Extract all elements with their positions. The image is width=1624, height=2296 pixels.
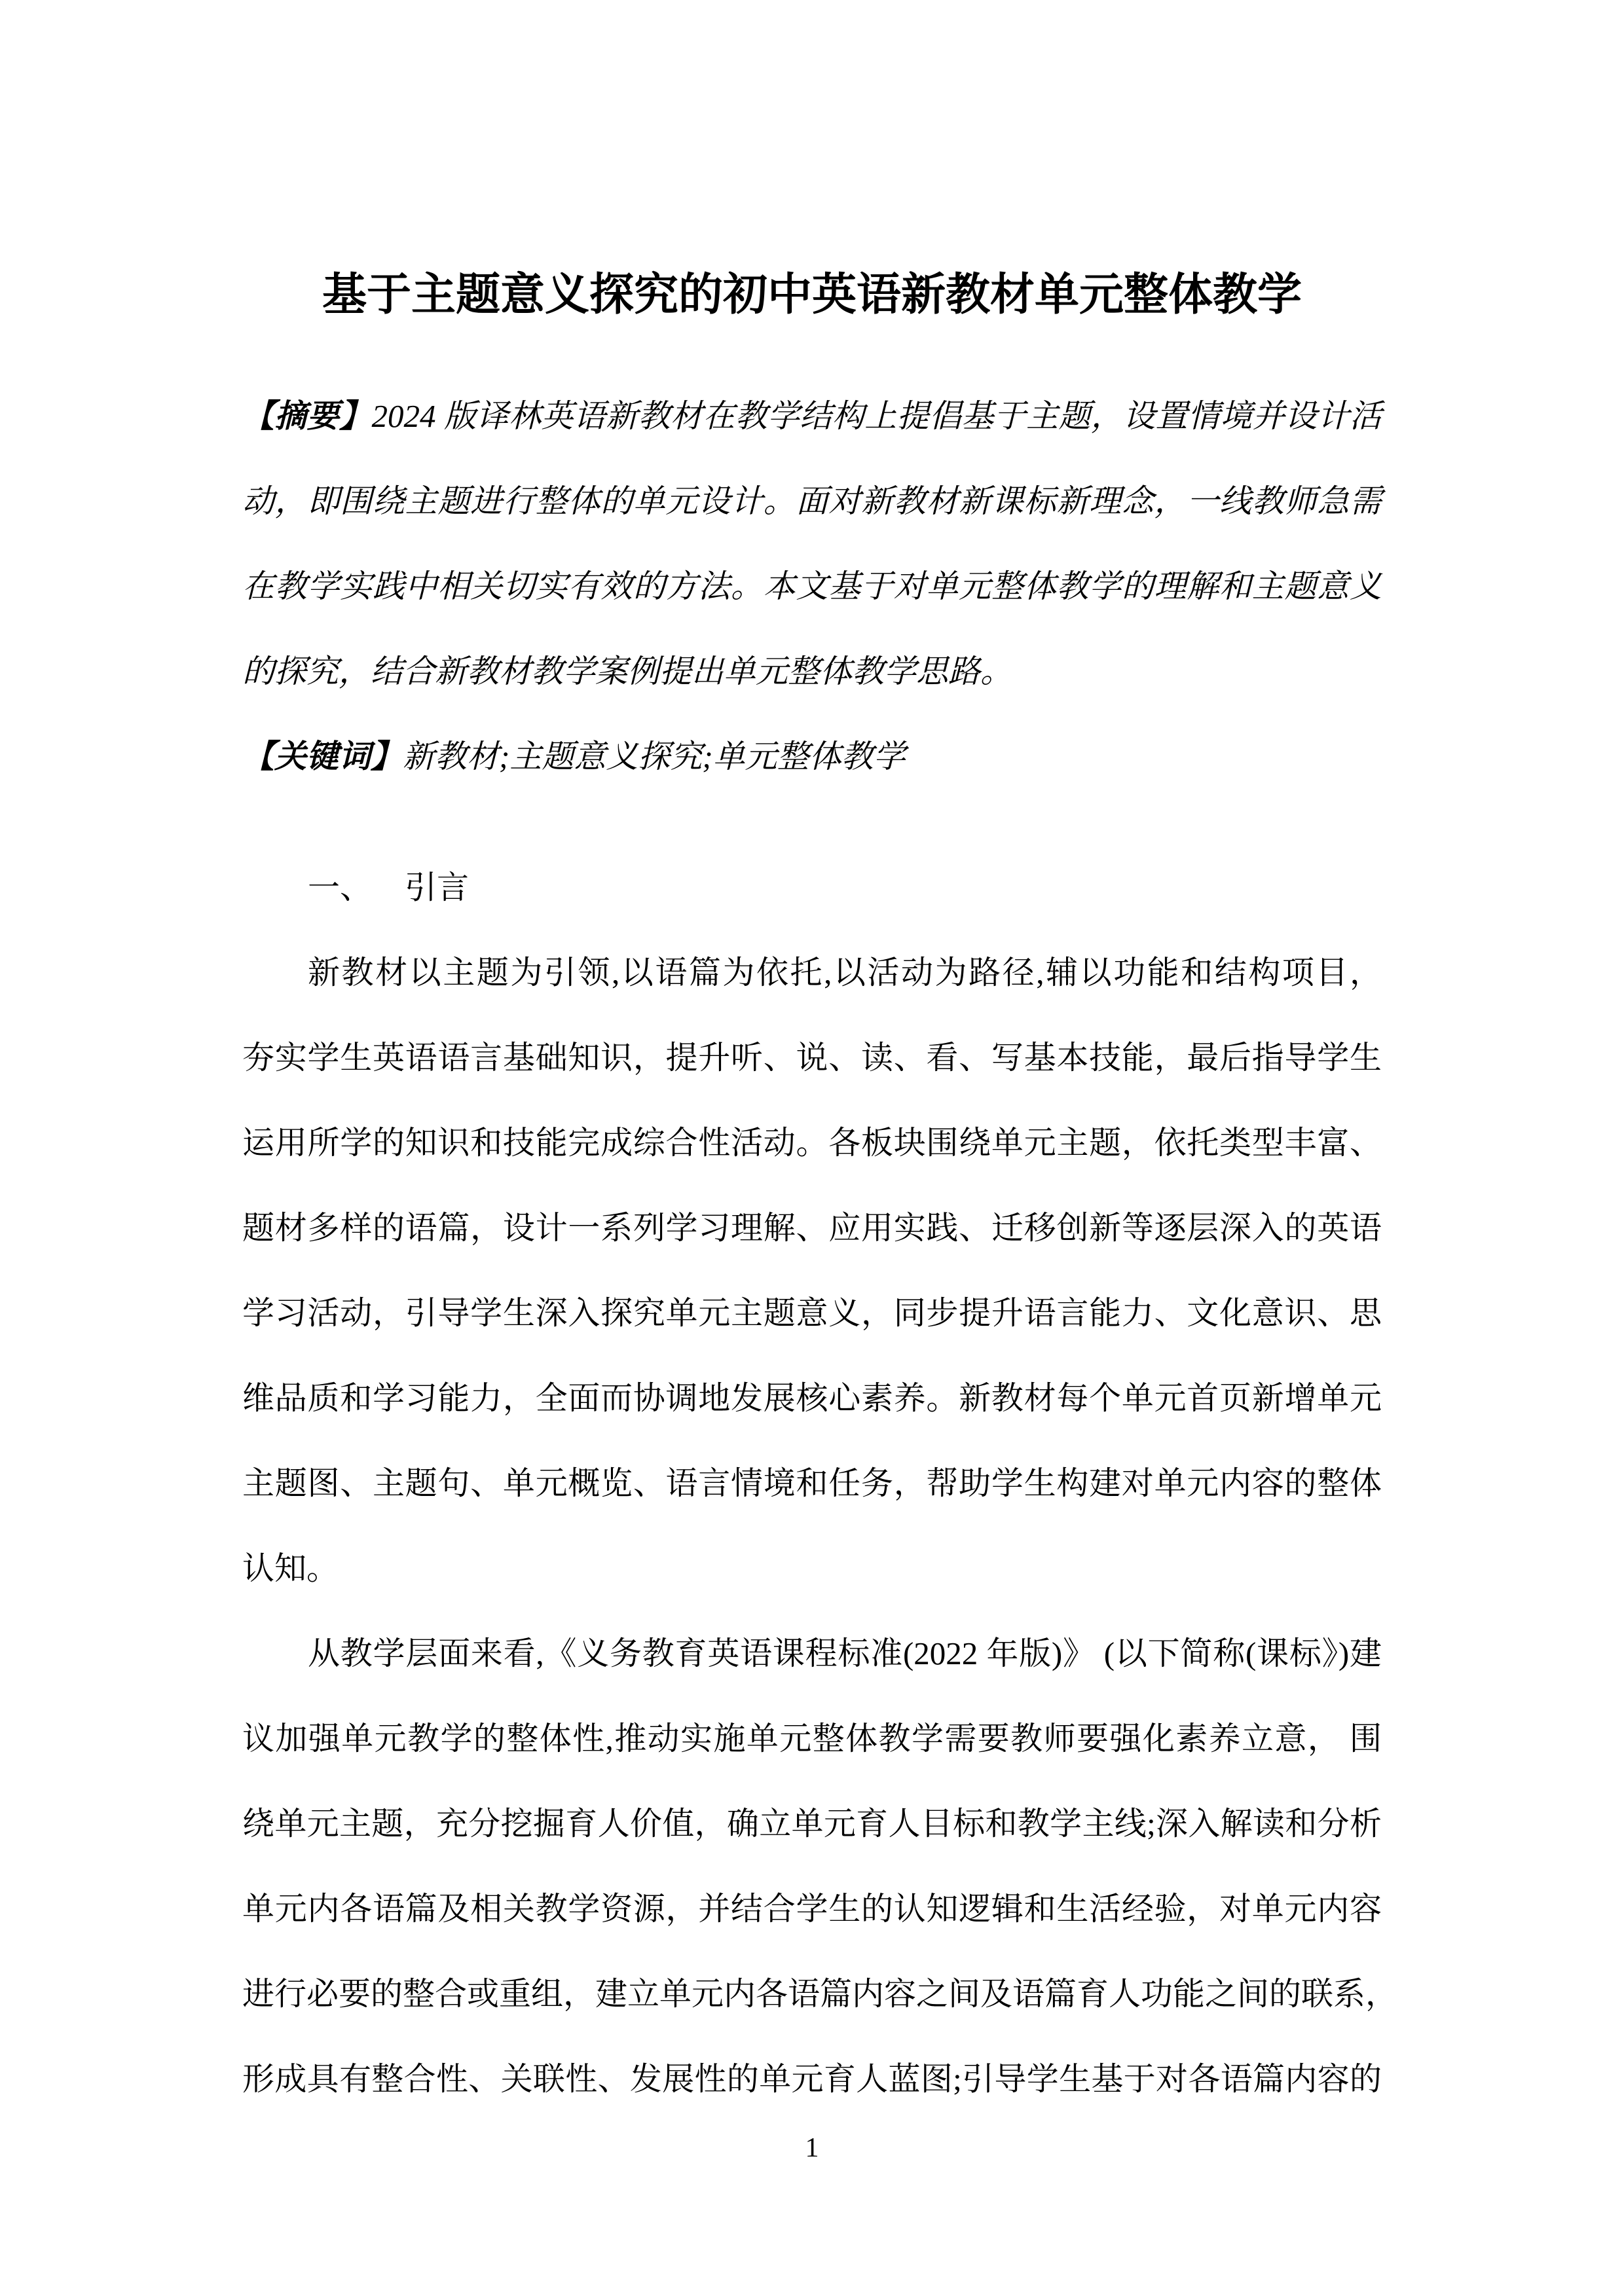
section-heading-line (242, 845, 1382, 930)
paragraph2-line: 进行必要的整合或重组，建立单元内各语篇内容之间及语篇育人功能之间的联系， (242, 1975, 1398, 2012)
paragraph1-line: 主题图、主题句、单元概览、语言情境和任务，帮助学生构建对单元内容的整体 (242, 1465, 1382, 1501)
keywords-label: 【关键词】 (242, 738, 403, 774)
paragraph2-line: 绕单元主题，充分挖掘育人价值，确立单元育人目标和教学主线;深入解读和分析 (242, 1805, 1382, 1842)
paragraph1-last-line: 认知。 (242, 1550, 339, 1586)
body-paragraph-2 (242, 1611, 1398, 2122)
abstract-label: 【摘要】 (242, 397, 372, 434)
page-number: 1 (805, 2132, 819, 2163)
abstract-last-line: 的探究，结合新教材教学案例提出单元整体教学思路。 (242, 653, 1013, 689)
paragraph1-line: 维品质和学习能力，全面而协调地发展核心素养。新教材每个单元首页新增单元 (242, 1379, 1382, 1416)
paragraph1-middle-lines (242, 1015, 1382, 1526)
abstract-line: 动，即围绕主题进行整体的单元设计。面对新教材新课标新理念，一线教师急需 (242, 483, 1382, 519)
paragraph1-first-line: 新教材以主题为引领,以语篇为依托,以活动为路径,辅以功能和结构项目， (308, 954, 1382, 991)
abstract-first-line (242, 374, 1382, 459)
paragraph1-line: 夯实学生英语语言基础知识，提升听、说、读、看、写基本技能，最后指导学生 (242, 1039, 1382, 1076)
document-title: 基于主题意义探究的初中英语新教材单元整体教学 (322, 268, 1302, 321)
abstract-first-line-text: 2024 版译林英语新教材在教学结构上提倡基于主题，设置情境并设计活 (371, 397, 1382, 434)
paragraph1-line: 题材多样的语篇，设计一系列学习理解、应用实践、迁移创新等逐层深入的英语 (242, 1209, 1382, 1246)
keywords-line (242, 714, 1382, 799)
abstract-line: 在教学实践中相关切实有效的方法。本文基于对单元整体教学的理解和主题意义 (242, 568, 1382, 604)
paragraph1-line: 学习活动，引导学生深入探究单元主题意义，同步提升语言能力、文化意识、思 (242, 1294, 1382, 1331)
paragraph2-line: 单元内各语篇及相关教学资源，并结合学生的认知逻辑和生活经验，对单元内容 (242, 1890, 1382, 1927)
body-paragraph-1 (242, 930, 1382, 1611)
paragraph2-line: 议加强单元教学的整体性,推动实施单元整体教学需要教师要强化素养立意， 围 (242, 1720, 1382, 1757)
section-heading (242, 845, 1382, 930)
keywords-text: 新教材;主题意义探究;单元整体教学 (403, 738, 906, 774)
keywords-row (242, 714, 1382, 799)
abstract-middle-lines (242, 459, 1382, 629)
paragraph2-line: 形成具有整合性、关联性、发展性的单元育人蓝图;引导学生基于对各语篇内容的 (242, 2060, 1382, 2097)
section-number: 一、 (308, 869, 373, 905)
paragraph2-first-line: 从教学层面来看,《义务教育英语课程标准(2022 年版)》 (以下简称(课标》)建 (308, 1635, 1382, 1671)
section-title: 引言 (405, 869, 470, 905)
abstract-paragraph (242, 374, 1382, 714)
paragraph2-rest-lines (242, 1696, 1398, 2122)
paragraph1-line: 运用所学的知识和技能完成综合性活动。各板块围绕单元主题，依托类型丰富、 (242, 1124, 1382, 1161)
